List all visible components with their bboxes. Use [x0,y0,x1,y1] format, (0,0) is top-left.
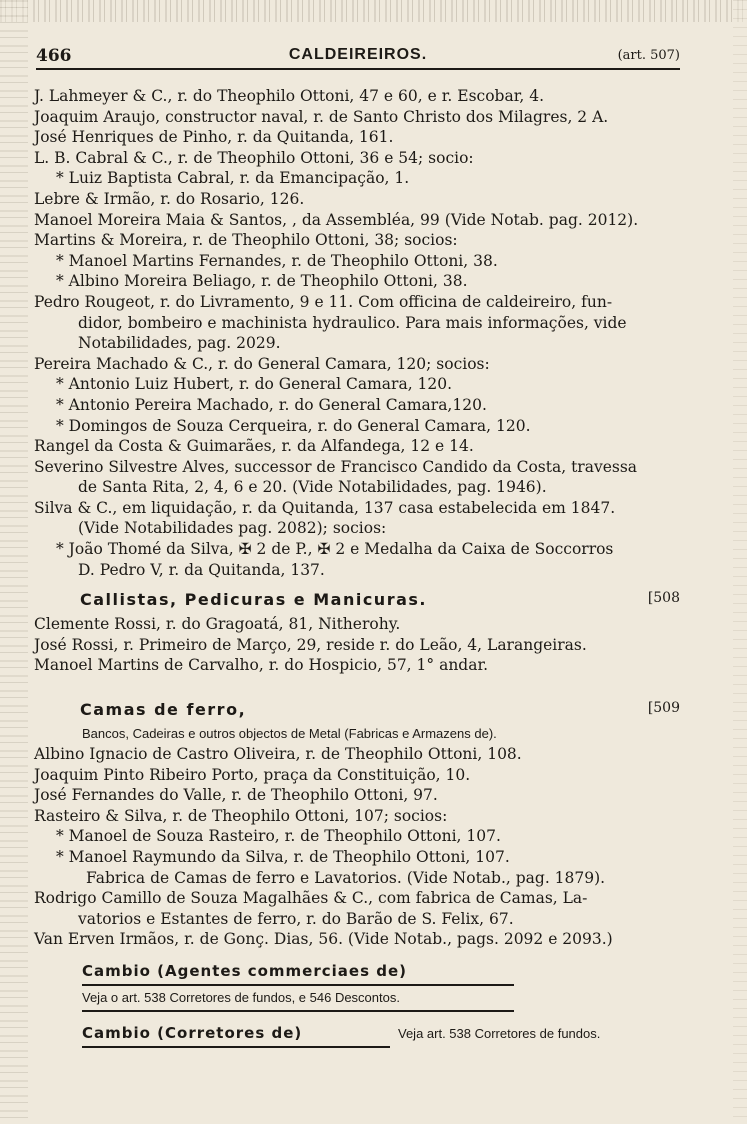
list-item: Rangel da Costa & Guimarães, r. da Alfandega, 12 e 14. [34,437,474,456]
list-item: Notabilidades, pag. 2029. [78,334,281,353]
list-item: Fabrica de Camas de ferro e Lavatorios. (Vide Notab., pag. 1879). [86,868,606,887]
callistas-heading [80,590,680,614]
camas-list [34,744,684,950]
page-title: CALDEIREIROS. [288,46,428,63]
page-edge-right [733,0,747,1124]
list-item: * Manoel Martins Fernandes, r. de Theophilo Ottoni, 38. [56,251,498,270]
list-item: (Vide Notabilidades pag. 2082); socios: [78,519,387,538]
caldeireiros-list [34,86,684,580]
list-item: Joaquim Araujo, constructor naval, r. de Santo Christo dos Milagres, 2 A. [34,107,609,126]
list-item: Joaquim Pinto Ribeiro Porto, praça da Constituição, 10. [34,765,471,784]
cambio-agentes-note: Veja o art. 538 Corretores de fundos, e 546 Descontos. [82,990,400,1005]
list-item: José Henriques de Pinho, r. da Quitanda, 161. [34,128,394,147]
list-item: * Manoel de Souza Rasteiro, r. de Theophilo Ottoni, 107. [56,827,501,846]
page-edge-left [0,0,28,1124]
list-item: Albino Ignacio de Castro Oliveira, r. de Theophilo Ottoni, 108. [34,745,522,763]
list-item: * João Thomé da Silva, ✠ 2 de P., ✠ 2 e Medalha da Caixa de Soccorros [56,540,614,559]
list-item: * Manoel Raymundo da Silva, r. de Theophilo Ottoni, 107. [56,847,510,866]
list-item: D. Pedro V, r. da Quitanda, 137. [78,560,325,579]
list-item: Severino Silvestre Alves, successor de Francisco Candido da Costa, travessa [34,457,638,476]
callistas-title: Callistas, Pedicuras e Manicuras. [80,590,427,609]
camas-title: Camas de ferro, [80,700,247,719]
cambio-agentes-title: Cambio (Agentes commerciaes de) [82,962,407,980]
list-item: José Fernandes do Valle, r. de Theophilo Ottoni, 97. [34,786,438,805]
list-item: Pereira Machado & C., r. do General Camara, 120; socios: [34,354,490,373]
list-item: Martins & Moreira, r. de Theophilo Ottoni, 38; socios: [34,231,458,250]
cambio-corretores-note: Veja art. 538 Corretores de fundos. [398,1026,601,1041]
list-item: * Antonio Pereira Machado, r. do General Camara,120. [56,395,487,414]
list-item: * Luiz Baptista Cabral, r. da Emancipação, 1. [56,169,410,188]
page-edge-top [0,0,747,22]
list-item: José Rossi, r. Primeiro de Março, 29, reside r. do Leão, 4, Larangeiras. [34,635,587,654]
list-item: Rodrigo Camillo de Souza Magalhães & C., com fabrica de Camas, La- [34,889,588,908]
header-rule [36,68,680,70]
list-item: * Albino Moreira Beliago, r. de Theophilo Ottoni, 38. [56,272,468,291]
cambio-corretores-title: Cambio (Corretores de) [82,1024,303,1042]
list-item: J. Lahmeyer & C., r. do Theophilo Ottoni, 47 e 60, e r. Escobar, 4. [34,87,545,105]
list-item: Manoel Martins de Carvalho, r. do Hospicio, 57, 1° andar. [34,656,489,675]
callistas-list [34,614,684,676]
list-item: vatorios e Estantes de ferro, r. do Barão de S. Felix, 67. [78,909,514,928]
list-item: Van Erven Irmãos, r. de Gonç. Dias, 56. (Vide Notab., pags. 2092 e 2093.) [34,930,613,949]
list-item: * Antonio Luiz Hubert, r. do General Camara, 120. [56,375,453,394]
camas-note: Bancos, Cadeiras e outros objectos de Metal (Fabricas e Armazens de). [82,726,497,741]
list-item: L. B. Cabral & C., r. de Theophilo Ottoni, 36 e 54; socio: [34,148,474,167]
cambio-agentes-rule-bottom [82,1010,514,1012]
list-item: didor, bombeiro e machinista hydraulico. Para mais informações, vide [78,313,627,332]
page-header [36,44,680,68]
list-item: * Domingos de Souza Cerqueira, r. do General Camara, 120. [56,416,531,435]
callistas-number: [508 [647,590,680,606]
list-item: Silva & C., em liquidação, r. da Quitanda, 137 casa estabelecida em 1847. [34,498,616,517]
list-item: Pedro Rougeot, r. do Livramento, 9 e 11. Com officina de caldeireiro, fun- [34,292,613,311]
list-item: Manoel Moreira Maia & Santos, , da Assembléa, 99 (Vide Notab. pag. 2012). [34,210,639,229]
list-item: Rasteiro & Silva, r. de Theophilo Ottoni, 107; socios: [34,806,448,825]
article-ref: (art. 507) [617,48,680,63]
list-item: de Santa Rita, 2, 4, 6 e 20. (Vide Notabilidades, pag. 1946). [78,478,547,497]
cambio-agentes-rule [82,984,514,986]
page-number: 466 [36,46,72,66]
list-item: Lebre & Irmão, r. do Rosario, 126. [34,189,305,208]
cambio-corretores-rule [82,1046,390,1048]
camas-number: [509 [647,700,680,716]
list-item: Clemente Rossi, r. do Gragoatá, 81, Nitherohy. [34,615,401,633]
camas-heading [80,700,680,724]
